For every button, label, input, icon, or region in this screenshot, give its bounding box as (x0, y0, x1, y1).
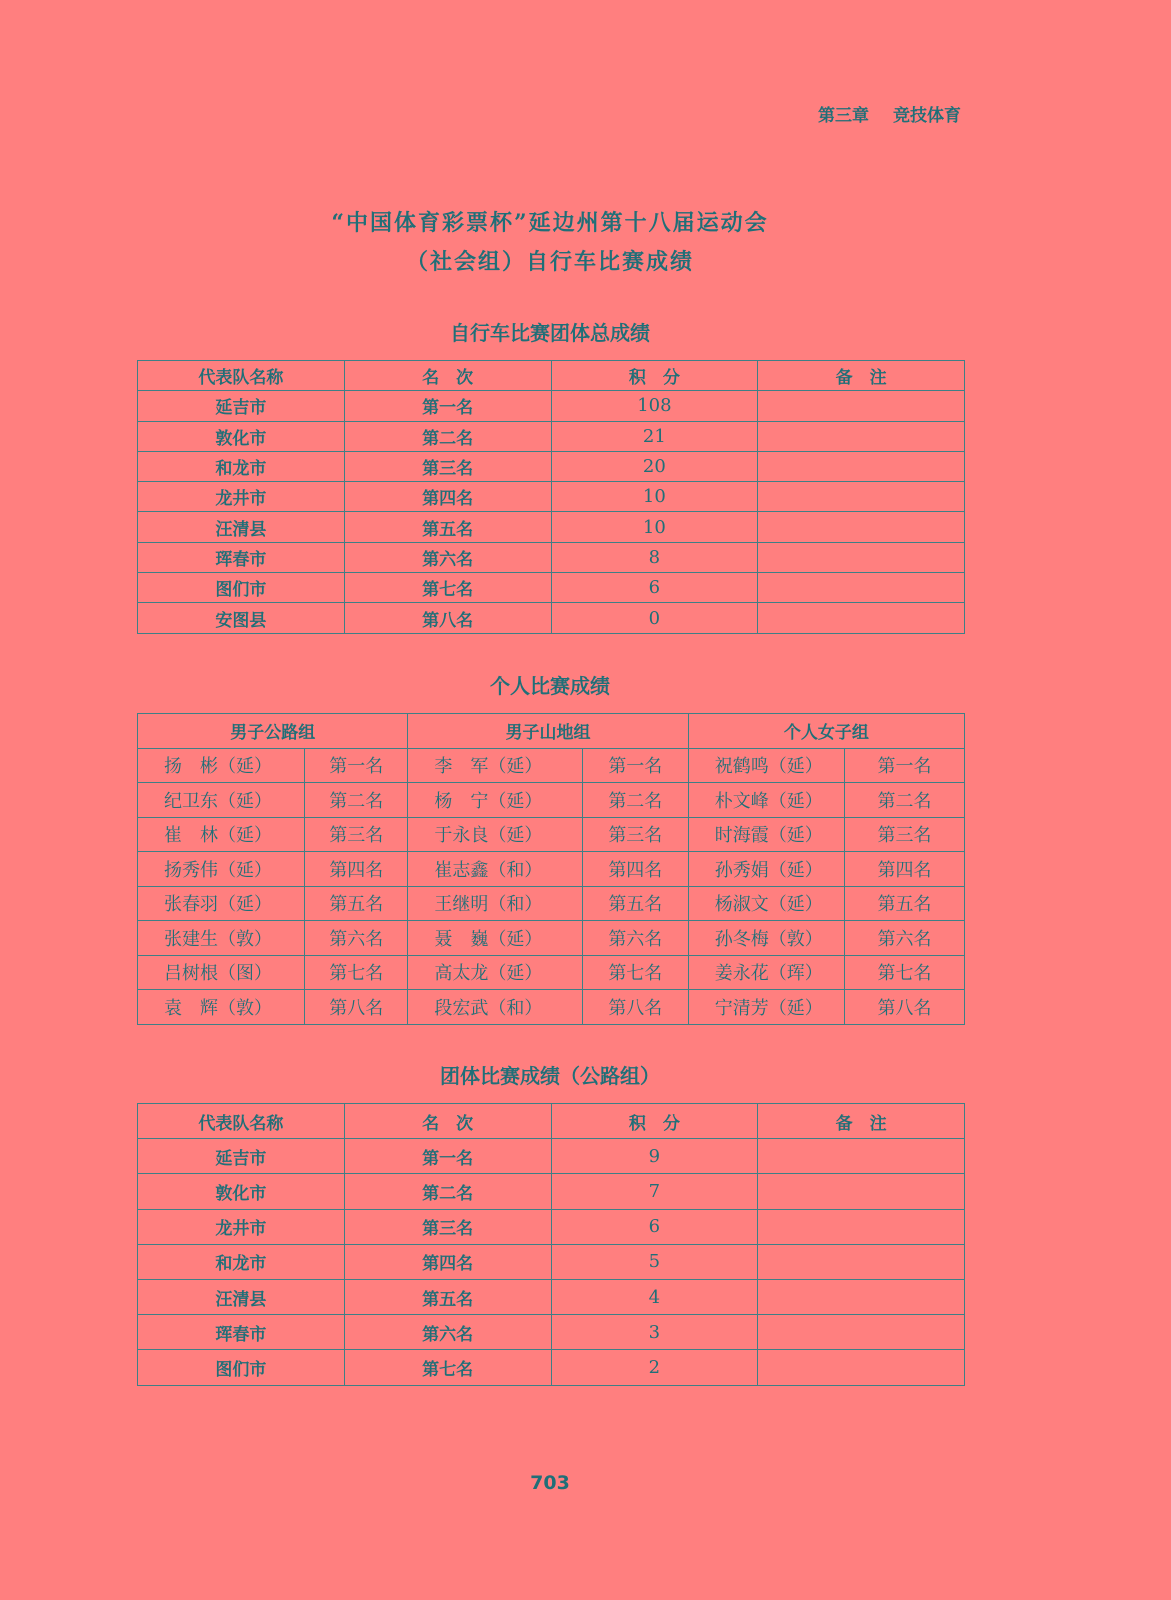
table-row (138, 451, 965, 481)
table-row (138, 391, 965, 421)
team-name-cell: 敦化市 (138, 1174, 345, 1209)
rank-cell: 第八名 (344, 603, 551, 633)
team-name-cell: 延吉市 (138, 391, 345, 421)
team-total-heading: 自行车比赛团体总成绩 (450, 321, 650, 345)
athlete-name-cell: 宁清芳（延） (688, 990, 844, 1025)
athlete-name-cell: 崔 林（延） (138, 817, 305, 852)
team-name-cell: 珲春市 (138, 542, 345, 572)
athlete-name-cell: 李 军（延） (408, 748, 582, 783)
column-header: 备 注 (758, 361, 965, 391)
group-header-men-mtb: 男子山地组 (408, 714, 688, 749)
rank-cell: 第四名 (845, 852, 965, 887)
athlete-name-cell: 于永良（延） (408, 817, 582, 852)
note-cell (758, 1279, 965, 1314)
rank-cell: 第二名 (344, 1174, 551, 1209)
team-name-cell: 汪清县 (138, 1279, 345, 1314)
note-cell (758, 1244, 965, 1279)
individual-results-table (137, 713, 965, 1025)
table-row (138, 1139, 965, 1174)
rank-cell: 第七名 (845, 955, 965, 990)
team-name-cell: 和龙市 (138, 451, 345, 481)
table-row (138, 1244, 965, 1279)
table-row (138, 512, 965, 542)
score-cell: 6 (551, 1209, 758, 1244)
athlete-name-cell: 张建生（敦） (138, 921, 305, 956)
score-cell: 4 (551, 1279, 758, 1314)
rank-cell: 第三名 (305, 817, 408, 852)
rank-cell: 第二名 (582, 783, 688, 818)
table-header-row (138, 361, 965, 391)
athlete-name-cell: 段宏武（和） (408, 990, 582, 1025)
column-header: 名 次 (344, 361, 551, 391)
rank-cell: 第三名 (582, 817, 688, 852)
note-cell (758, 1209, 965, 1244)
score-cell: 5 (551, 1244, 758, 1279)
section-label: 竞技体育 (893, 106, 961, 126)
note-cell (758, 1315, 965, 1350)
table-row (138, 990, 965, 1025)
table-row (138, 783, 965, 818)
athlete-name-cell: 姜永花（珲） (688, 955, 844, 990)
rank-cell: 第四名 (582, 852, 688, 887)
rank-cell: 第六名 (344, 542, 551, 572)
rank-cell: 第五名 (344, 512, 551, 542)
note-cell (758, 603, 965, 633)
score-cell: 0 (551, 603, 758, 633)
team-name-cell: 汪清县 (138, 512, 345, 542)
note-cell (758, 542, 965, 572)
rank-cell: 第五名 (344, 1279, 551, 1314)
athlete-name-cell: 高太龙（延） (408, 955, 582, 990)
running-header (818, 101, 961, 126)
rank-cell: 第五名 (305, 886, 408, 921)
rank-cell: 第八名 (305, 990, 408, 1025)
score-cell: 2 (551, 1350, 758, 1385)
rank-cell: 第八名 (845, 990, 965, 1025)
rank-cell: 第五名 (845, 886, 965, 921)
page-number: 703 (530, 1472, 570, 1494)
table-row (138, 886, 965, 921)
column-header: 备 注 (758, 1104, 965, 1139)
athlete-name-cell: 时海霞（延） (688, 817, 844, 852)
score-cell: 108 (551, 391, 758, 421)
table-row (138, 955, 965, 990)
rank-cell: 第四名 (344, 482, 551, 512)
rank-cell: 第一名 (344, 1139, 551, 1174)
score-cell: 7 (551, 1174, 758, 1209)
rank-cell: 第六名 (305, 921, 408, 956)
rank-cell: 第八名 (582, 990, 688, 1025)
athlete-name-cell: 崔志鑫（和） (408, 852, 582, 887)
table-row (138, 1279, 965, 1314)
athlete-name-cell: 扬秀伟（延） (138, 852, 305, 887)
rank-cell: 第一名 (845, 748, 965, 783)
table-row (138, 421, 965, 451)
table-row (138, 603, 965, 633)
rank-cell: 第二名 (305, 783, 408, 818)
table-row (138, 1350, 965, 1385)
note-cell (758, 573, 965, 603)
athlete-name-cell: 聂 巍（延） (408, 921, 582, 956)
table-row (138, 482, 965, 512)
document-title-line2: （社会组）自行车比赛成绩 (405, 249, 694, 275)
group-header-men-road: 男子公路组 (138, 714, 408, 749)
team-name-cell: 龙井市 (138, 482, 345, 512)
score-cell: 8 (551, 542, 758, 572)
team-name-cell: 和龙市 (138, 1244, 345, 1279)
table-row (138, 1174, 965, 1209)
note-cell (758, 1350, 965, 1385)
athlete-name-cell: 孙秀娟（延） (688, 852, 844, 887)
rank-cell: 第六名 (344, 1315, 551, 1350)
team-name-cell: 龙井市 (138, 1209, 345, 1244)
score-cell: 3 (551, 1315, 758, 1350)
note-cell (758, 482, 965, 512)
note-cell (758, 451, 965, 481)
document-title-line1: “中国体育彩票杯”延边州第十八届运动会 (331, 210, 769, 236)
note-cell (758, 1139, 965, 1174)
rank-cell: 第七名 (582, 955, 688, 990)
table-row (138, 573, 965, 603)
team-road-table (137, 1103, 965, 1386)
rank-cell: 第六名 (845, 921, 965, 956)
column-header: 名 次 (344, 1104, 551, 1139)
athlete-name-cell: 袁 辉（敦） (138, 990, 305, 1025)
team-name-cell: 延吉市 (138, 1139, 345, 1174)
note-cell (758, 421, 965, 451)
table-row (138, 817, 965, 852)
column-header: 积 分 (551, 361, 758, 391)
score-cell: 9 (551, 1139, 758, 1174)
rank-cell: 第二名 (344, 421, 551, 451)
rank-cell: 第四名 (305, 852, 408, 887)
note-cell (758, 512, 965, 542)
athlete-name-cell: 纪卫东（延） (138, 783, 305, 818)
individual-heading: 个人比赛成绩 (490, 674, 610, 698)
athlete-name-cell: 王继明（和） (408, 886, 582, 921)
table-header-row (138, 714, 965, 749)
athlete-name-cell: 孙冬梅（敦） (688, 921, 844, 956)
athlete-name-cell: 张春羽（延） (138, 886, 305, 921)
athlete-name-cell: 祝鹤鸣（延） (688, 748, 844, 783)
note-cell (758, 1174, 965, 1209)
athlete-name-cell: 杨淑文（延） (688, 886, 844, 921)
column-header: 积 分 (551, 1104, 758, 1139)
athlete-name-cell: 扬 彬（延） (138, 748, 305, 783)
table-row (138, 921, 965, 956)
rank-cell: 第四名 (344, 1244, 551, 1279)
rank-cell: 第一名 (305, 748, 408, 783)
rank-cell: 第一名 (582, 748, 688, 783)
team-name-cell: 敦化市 (138, 421, 345, 451)
team-road-heading: 团体比赛成绩（公路组） (440, 1064, 660, 1088)
table-row (138, 1315, 965, 1350)
table-row (138, 1209, 965, 1244)
table-row (138, 542, 965, 572)
note-cell (758, 391, 965, 421)
athlete-name-cell: 吕树根（图） (138, 955, 305, 990)
score-cell: 20 (551, 451, 758, 481)
column-header: 代表队名称 (138, 1104, 345, 1139)
rank-cell: 第七名 (344, 573, 551, 603)
table-row (138, 748, 965, 783)
rank-cell: 第二名 (845, 783, 965, 818)
team-total-table (137, 360, 965, 634)
table-header-row (138, 1104, 965, 1139)
score-cell: 6 (551, 573, 758, 603)
chapter-label: 第三章 (818, 106, 869, 126)
column-header: 代表队名称 (138, 361, 345, 391)
rank-cell: 第三名 (845, 817, 965, 852)
score-cell: 10 (551, 512, 758, 542)
team-name-cell: 图们市 (138, 1350, 345, 1385)
team-name-cell: 安图县 (138, 603, 345, 633)
rank-cell: 第五名 (582, 886, 688, 921)
rank-cell: 第三名 (344, 451, 551, 481)
group-header-women: 个人女子组 (688, 714, 964, 749)
rank-cell: 第三名 (344, 1209, 551, 1244)
team-name-cell: 图们市 (138, 573, 345, 603)
team-name-cell: 珲春市 (138, 1315, 345, 1350)
score-cell: 10 (551, 482, 758, 512)
rank-cell: 第七名 (305, 955, 408, 990)
athlete-name-cell: 朴文峰（延） (688, 783, 844, 818)
rank-cell: 第七名 (344, 1350, 551, 1385)
score-cell: 21 (551, 421, 758, 451)
athlete-name-cell: 杨 宁（延） (408, 783, 582, 818)
table-row (138, 852, 965, 887)
rank-cell: 第一名 (344, 391, 551, 421)
rank-cell: 第六名 (582, 921, 688, 956)
